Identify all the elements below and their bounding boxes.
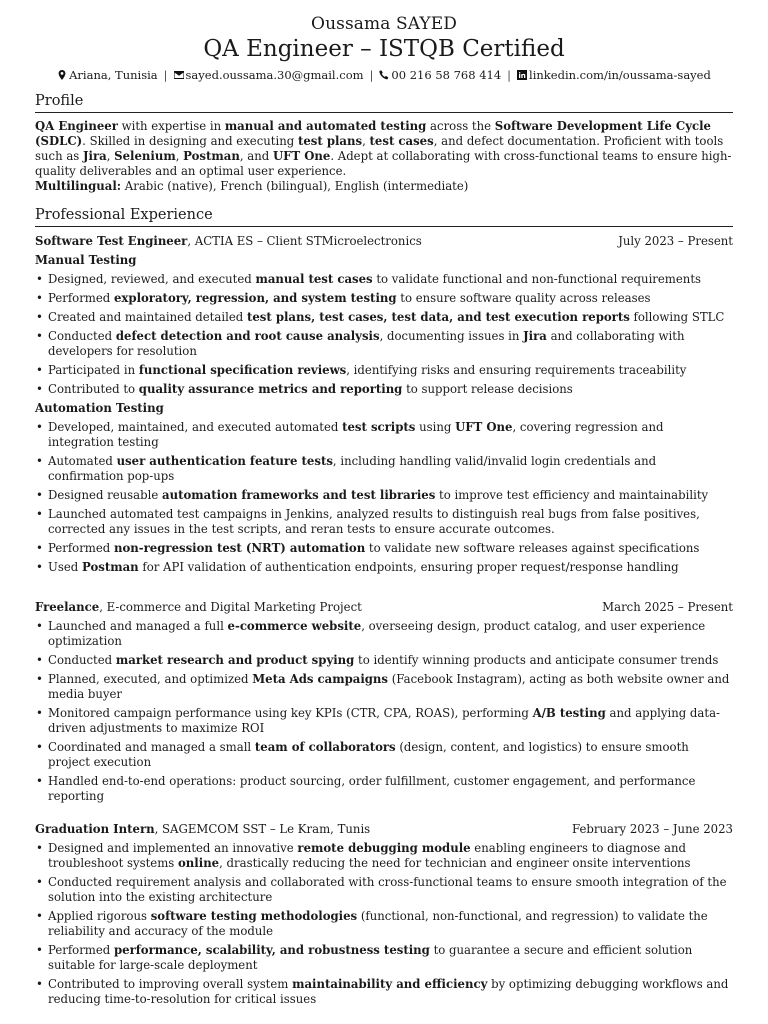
section-heading: Profile — [35, 91, 733, 113]
list-item: • Used Postman for API validation of authentication endpoints, ensuring proper request/response handling — [35, 560, 733, 575]
job-header — [35, 234, 733, 249]
candidate-name: Oussama SAYED — [311, 14, 457, 34]
candidate-title: QA Engineer – ISTQB Certified — [203, 36, 565, 62]
linkedin[interactable] — [517, 67, 711, 83]
list-item: • Conducted defect detection and root cause analysis, documenting issues in Jira and collaborating with developers for resolution — [35, 329, 733, 359]
linkedin-text: linkedin.com/in/oussama-sayed — [529, 68, 711, 82]
phone-icon — [379, 70, 389, 80]
list-item: • Monitored campaign performance using key KPIs (CTR, CPA, ROAS), performing A/B testing and applying data-driven adjustments to maximize ROI — [35, 706, 733, 736]
job-company: , E-commerce and Digital Marketing Project — [99, 600, 362, 614]
phone-text: 00 216 58 768 414 — [391, 68, 502, 82]
list-item: • Performed performance, scalability, and robustness testing to guarantee a secure and efficient solution suitable for large-scale deployment — [35, 943, 733, 973]
resume-header — [0, 0, 768, 83]
job-entry — [35, 822, 733, 1007]
bullet-list — [35, 420, 733, 575]
phone[interactable] — [379, 67, 501, 83]
location — [57, 67, 158, 83]
job-role: Software Test Engineer — [35, 234, 188, 248]
list-item: • Handled end-to-end operations: product sourcing, order fulfillment, customer engagement, and performance reporting — [35, 774, 733, 804]
profile-summary: QA Engineer with expertise in manual and automated testing across the Software Development Life Cycle (SDLC). Skilled in designing and executing test plans, test cases, and defect documentation. Proficient with tools such as Jira, Selenium, Postman, and UFT One. Adept at collaborating with cross-functional teams to ensure high-quality deliverables and an optimal user experience. — [35, 119, 732, 178]
list-item: • Created and maintained detailed test plans, test cases, test data, and test execution reports following STLC — [35, 310, 733, 325]
email-text: sayed.oussama.30@gmail.com — [185, 68, 364, 82]
job-dates: March 2025 – Present — [602, 600, 733, 614]
list-item: • Launched and managed a full e-commerce website, overseeing design, product catalog, and user experience optimization — [35, 619, 733, 649]
profile-section — [35, 91, 733, 194]
list-item: • Planned, executed, and optimized Meta Ads campaigns (Facebook Instagram), acting as both website owner and media buyer — [35, 672, 733, 702]
list-item: • Performed exploratory, regression, and system testing to ensure software quality across releases — [35, 291, 733, 306]
job-entry — [35, 234, 733, 575]
list-item: • Applied rigorous software testing methodologies (functional, non-functional, and regression) to validate the reliability and accuracy of the module — [35, 909, 733, 939]
job-dates: July 2023 – Present — [618, 234, 733, 248]
list-item: • Performed non-regression test (NRT) automation to validate new software releases against specifications — [35, 541, 733, 556]
experience-section — [35, 205, 733, 1007]
job-header — [35, 822, 733, 837]
email[interactable] — [174, 67, 364, 83]
envelope-icon — [174, 70, 184, 80]
bullet-list — [35, 619, 733, 804]
job-company: , SAGEMCOM SST – Le Kram, Tunis — [154, 822, 371, 836]
subsection-heading: Automation Testing — [35, 401, 164, 415]
list-item: • Designed and implemented an innovative remote debugging module enabling engineers to diagnose and troubleshoot systems online, drastically reducing the need for technician and engineer onsite interventions — [35, 841, 733, 871]
map-marker-icon — [57, 70, 67, 80]
section-heading: Professional Experience — [35, 205, 733, 227]
job-dates: February 2023 – June 2023 — [572, 822, 733, 836]
job-entry — [35, 600, 733, 804]
list-item: • Contributed to quality assurance metrics and reporting to support release decisions — [35, 382, 733, 397]
separator: | — [507, 68, 512, 82]
list-item: • Conducted market research and product spying to identify winning products and anticipate consumer trends — [35, 653, 733, 668]
location-text: Ariana, Tunisia — [69, 68, 158, 82]
list-item: • Coordinated and managed a small team of collaborators (design, content, and logistics) to ensure smooth project execution — [35, 740, 733, 770]
languages: Multilingual: Arabic (native), French (bilingual), English (intermediate) — [35, 179, 469, 193]
bullet-list — [35, 272, 733, 397]
job-company: , ACTIA ES – Client STMicroelectronics — [187, 234, 422, 248]
list-item: • Conducted requirement analysis and collaborated with cross-functional teams to ensure smooth integration of the solution into the existing architecture — [35, 875, 733, 905]
job-header — [35, 600, 733, 615]
list-item: • Developed, maintained, and executed automated test scripts using UFT One, covering regression and integration testing — [35, 420, 733, 450]
list-item: • Designed, reviewed, and executed manual test cases to validate functional and non-functional requirements — [35, 272, 733, 287]
subsection-heading: Manual Testing — [35, 253, 137, 267]
job-role: Graduation Intern — [35, 822, 155, 836]
bullet-list — [35, 841, 733, 1007]
separator: | — [369, 68, 374, 82]
separator: | — [163, 68, 168, 82]
list-item: • Automated user authentication feature tests, including handling valid/invalid login credentials and confirmation pop-ups — [35, 454, 733, 484]
list-item: • Participated in functional specification reviews, identifying risks and ensuring requirements traceability — [35, 363, 733, 378]
job-role: Freelance — [35, 600, 100, 614]
list-item: • Designed reusable automation frameworks and test libraries to improve test efficiency and maintainability — [35, 488, 733, 503]
list-item: • Contributed to improving overall system maintainability and efficiency by optimizing debugging workflows and reducing time-to-resolution for critical issues — [35, 977, 733, 1007]
list-item: • Launched automated test campaigns in Jenkins, analyzed results to distinguish real bugs from false positives, corrected any issues in the test scripts, and reran tests to ensure accurate outcomes. — [35, 507, 733, 537]
contact-line — [0, 67, 768, 83]
linkedin-icon — [517, 70, 527, 80]
